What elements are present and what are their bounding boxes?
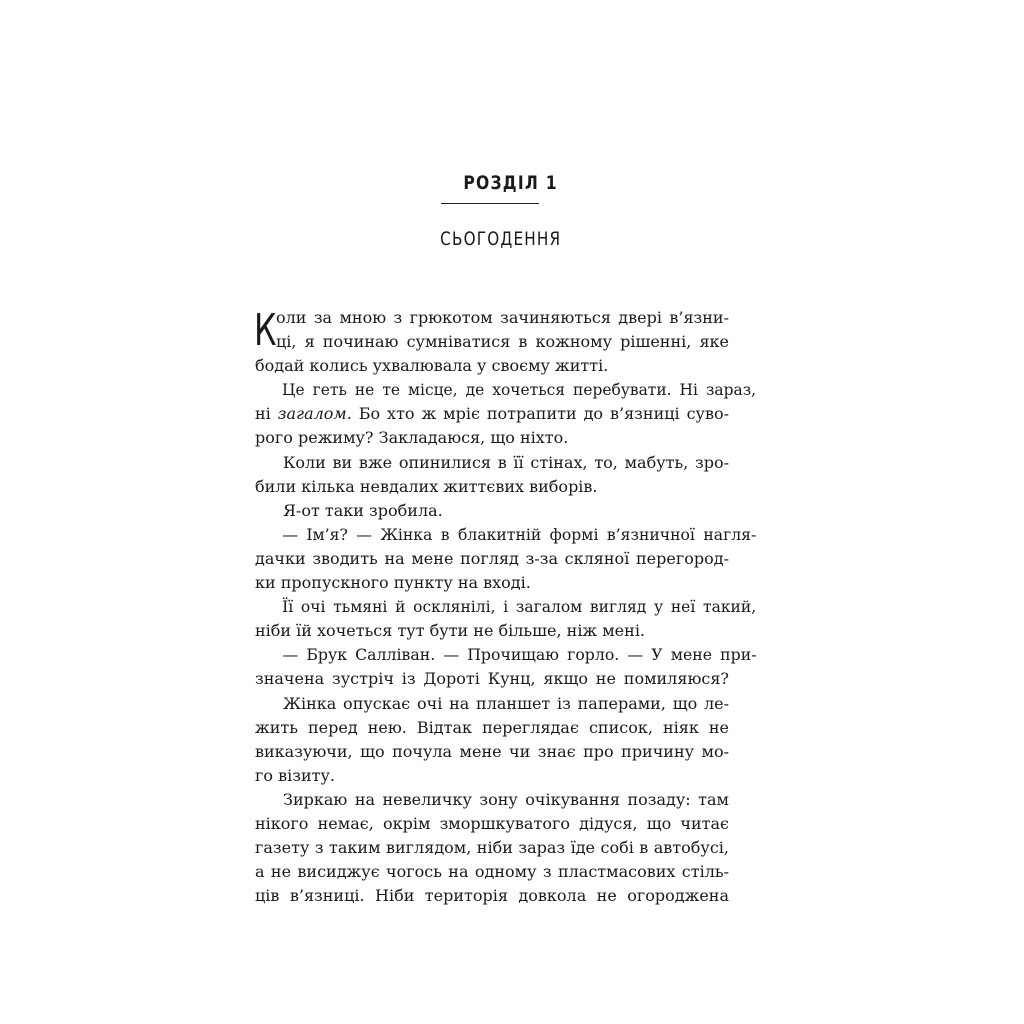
text-line <box>255 667 729 691</box>
text-line-content: ці, я починаю сумніватися в кожному рішенні, яке <box>276 332 729 352</box>
text-line-content: а не висиджує чогось на одному з пластмасових стіль- <box>255 862 729 882</box>
chapter-number: РОЗДІЛ 1 <box>463 172 559 194</box>
text-line-content: рого режиму? Закладаюся, що ніхто. <box>255 428 569 448</box>
emphasis-text: загалом <box>277 404 347 424</box>
chapter-header <box>0 172 1024 250</box>
text-line <box>255 643 757 667</box>
text-line-content: виказуючи, що почула мене чи знає про причину мо- <box>255 741 729 761</box>
text-line-content: значена зустріч із Дороті Кунц, якщо не помиляюся? <box>255 669 729 689</box>
text-line <box>255 426 729 450</box>
text-line-content: Це геть не те місце, де хочеться перебувати. Ні зараз, <box>282 380 757 400</box>
text-line <box>255 499 729 523</box>
text-line <box>255 716 729 740</box>
text-line-content: — Брук Салліван. — Прочищаю горло. — У мене при- <box>282 645 757 665</box>
text-line-content: — Ім’я? — Жінка в блакитній формі в’язничної нагля- <box>282 524 757 544</box>
text-line-content: дачки зводить на мене погляд з-за скляної перегород- <box>255 548 729 568</box>
text-line <box>255 354 729 378</box>
text-line <box>255 475 729 499</box>
text-line-content: оли за мною з грюкотом зачиняються двері в’язни- <box>276 308 729 327</box>
text-line-content: Зиркаю на невеличку зону очікування позаду: там <box>283 789 729 809</box>
text-line <box>255 692 729 716</box>
text-line-content: бодай колись ухвалювала у своєму житті. <box>255 356 609 376</box>
text-line <box>255 571 729 595</box>
text-line-content: ки пропускного пункту на вході. <box>255 573 531 593</box>
text-line <box>255 740 729 764</box>
text-line <box>255 860 729 884</box>
text-run: . Бо хто ж мріє потрапити до в’язниці суво- <box>346 404 729 424</box>
text-line-content: Коли ви вже опинилися в її стінах, то, мабуть, зро- <box>283 452 729 472</box>
text-line-content: газету з таким виглядом, ніби зараз їде собі в автобусі, <box>255 838 729 858</box>
drop-cap: К <box>254 305 277 356</box>
text-line <box>255 884 729 908</box>
text-line-content: ніби їй хочеться тут бути не більше, ніж мені. <box>255 621 646 641</box>
text-line <box>255 330 729 354</box>
text-line <box>255 378 757 402</box>
text-line-content <box>255 402 729 426</box>
text-line <box>255 451 729 475</box>
text-line-content: ців в’язниці. Ніби територія довкола не огороджена <box>255 886 729 906</box>
text-line-content: били кілька невдалих життєвих виборів. <box>255 476 598 496</box>
text-line-content: Жінка опускає очі на планшет із паперами, що ле- <box>283 693 729 713</box>
text-line <box>255 812 729 836</box>
text-line <box>255 595 757 619</box>
text-run: ні <box>255 404 278 424</box>
chapter-divider <box>441 203 539 204</box>
text-line-content: Я-от таки зробила. <box>283 500 443 520</box>
text-line-content: Її очі тьмяні й осклянілі, і загалом вигляд у неї такий, <box>282 597 757 617</box>
text-line <box>255 547 729 571</box>
text-line-content: нікого немає, окрім зморшкуватого дідуся, що читає <box>255 813 729 833</box>
chapter-subtitle: СЬОГОДЕННЯ <box>440 228 562 250</box>
body-text <box>254 305 757 908</box>
text-line <box>255 402 729 426</box>
text-line <box>255 788 729 812</box>
text-line <box>255 523 757 547</box>
text-line <box>255 619 729 643</box>
text-line <box>255 836 729 860</box>
text-line <box>255 764 729 788</box>
text-line-content: жить перед нею. Відтак переглядає список, ніяк не <box>255 717 729 737</box>
text-line-content: го візиту. <box>255 765 335 785</box>
